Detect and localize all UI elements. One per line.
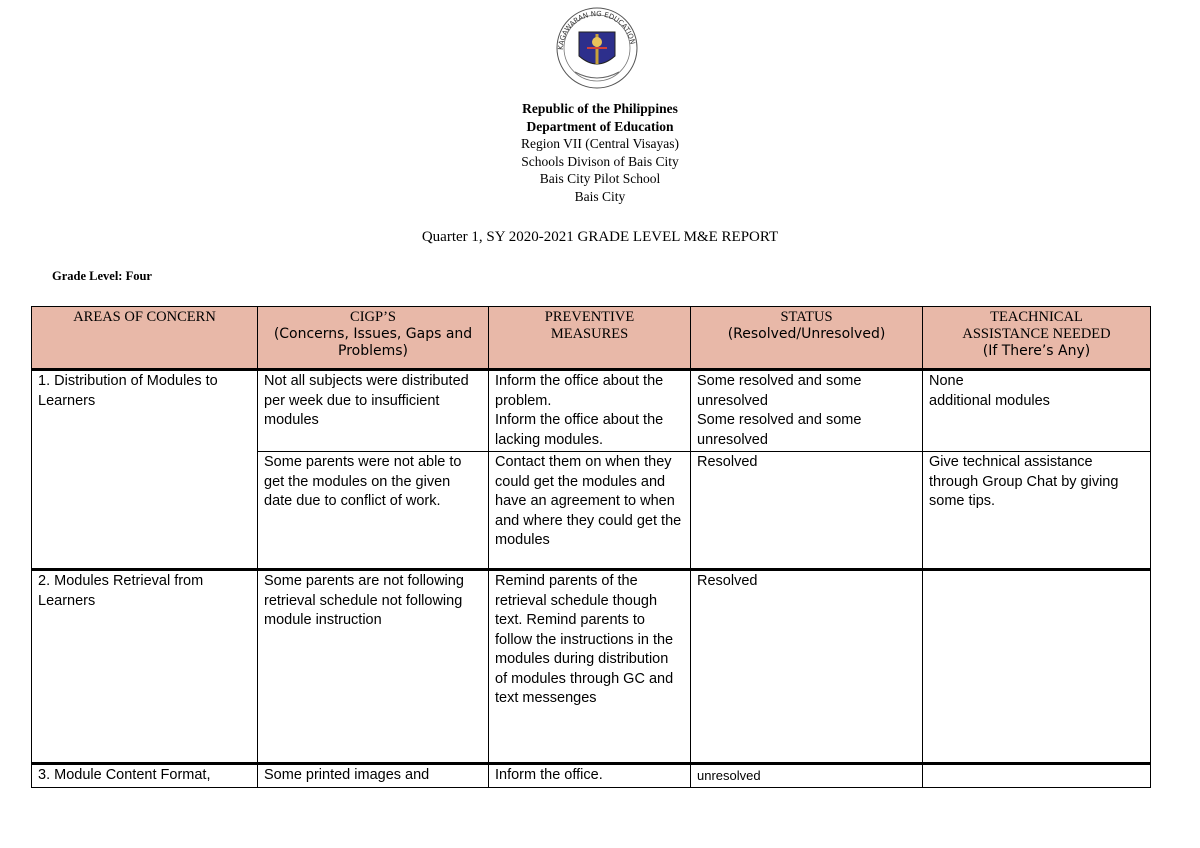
cell-area: 1. Distribution of Modules to Learners [32, 370, 258, 570]
header-country: Republic of the Philippines [522, 101, 678, 116]
cell-assistance: Give technical assistance through Group Chat by giving some tips. [923, 452, 1151, 570]
header-technical-assistance: TEACHNICAL ASSISTANCE NEEDED (If There’s Any) [923, 307, 1151, 370]
cell-measures: Contact them on when they could get the modules and have an agreement to when and where they could get the modules [489, 452, 691, 570]
header-region: Region VII (Central Visayas) [520, 136, 680, 151]
header-division: Schools Divison of Bais City [521, 153, 679, 169]
cell-cigp: Some printed images and [258, 764, 489, 788]
table-row [32, 570, 1151, 764]
cell-status: Resolved [691, 452, 923, 570]
cell-status: Some resolved and some unresolved Some resolved and some unresolved [691, 370, 923, 452]
report-table [31, 306, 1151, 788]
deped-seal-logo [549, 2, 645, 94]
cell-measures: Inform the office about the problem. Inform the office about the lacking modules. [489, 370, 691, 452]
cell-assistance: None additional modules [923, 370, 1151, 452]
header-preventive-measures: PREVENTIVE MEASURES [489, 307, 691, 370]
header-areas-of-concern: AREAS OF CONCERN [32, 307, 258, 370]
table-header-row [32, 307, 1151, 370]
grade-level-label: Grade Level: Four [52, 269, 152, 283]
report-title: Quarter 1, SY 2020-2021 GRADE LEVEL M&E REPORT [421, 229, 779, 245]
cell-cigp: Some parents are not following retrieval schedule not following module instruction [258, 570, 489, 764]
cell-measures: Inform the office. [489, 764, 691, 788]
cell-measures: Remind parents of the retrieval schedule though text. Remind parents to follow the instructions in the modules during distribution of modules through GC and text messenges [489, 570, 691, 764]
header-status: STATUS (Resolved/Unresolved) [691, 307, 923, 370]
cell-area: 2. Modules Retrieval from Learners [32, 570, 258, 764]
header-department: Department of Education [526, 118, 674, 134]
table-row [32, 764, 1151, 788]
seal-text: KAGAWARAN NG EDUCATION [556, 9, 637, 51]
cell-status: unresolved [691, 764, 923, 788]
header-cigps: CIGP’S (Concerns, Issues, Gaps and Problems) [258, 307, 489, 370]
document-header [0, 100, 1200, 205]
table-row [32, 370, 1151, 452]
header-city: Bais City [574, 188, 626, 204]
cell-assistance [923, 764, 1151, 788]
cell-cigp: Not all subjects were distributed per week due to insufficient modules [258, 370, 489, 452]
cell-status: Resolved [691, 570, 923, 764]
cell-area: 3. Module Content Format, [32, 764, 258, 788]
cell-assistance [923, 570, 1151, 764]
header-school: Bais City Pilot School [539, 171, 661, 186]
cell-cigp: Some parents were not able to get the modules on the given date due to conflict of work. [258, 452, 489, 570]
